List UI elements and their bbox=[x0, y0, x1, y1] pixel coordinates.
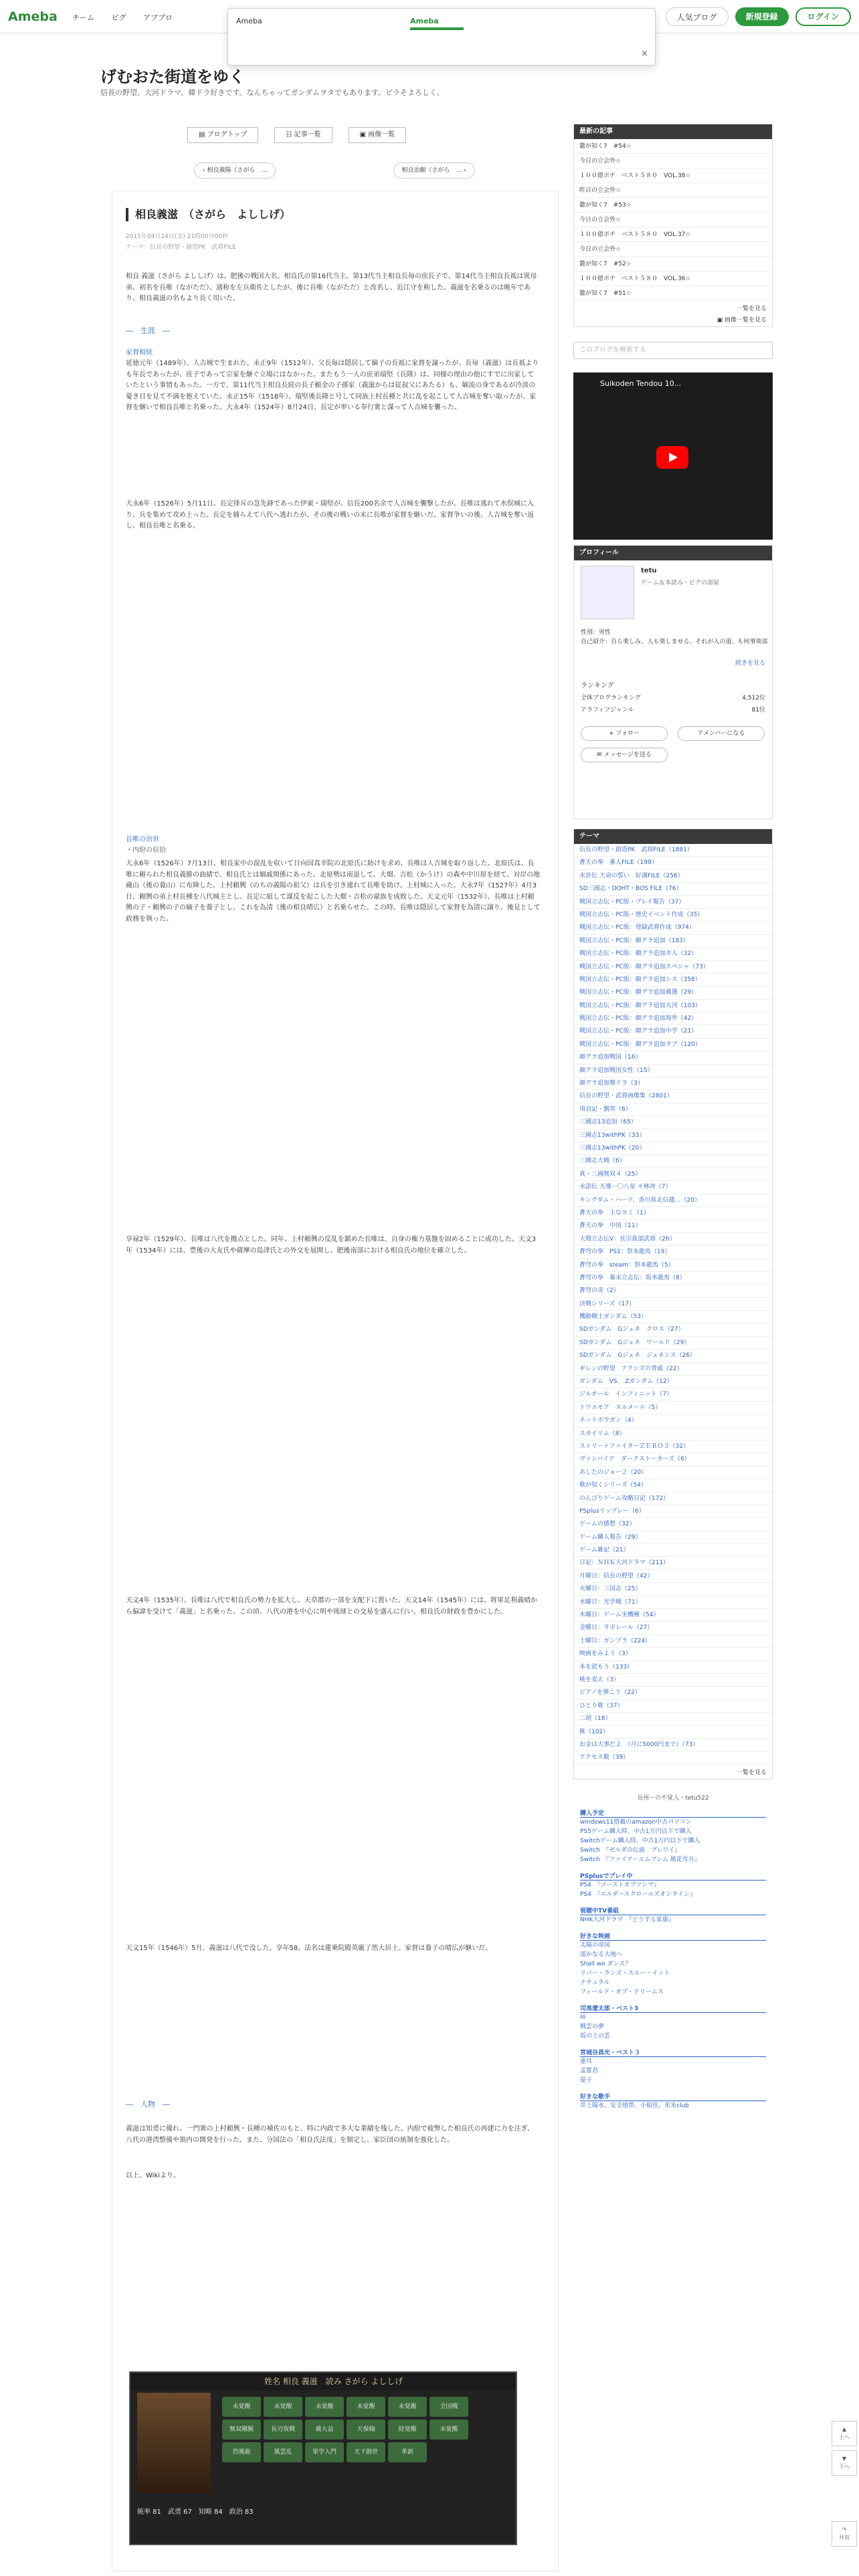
skill-cell: 烈風砲 bbox=[222, 2442, 261, 2462]
theme-link[interactable]: ジルオール インフィニット（7） bbox=[574, 1388, 772, 1401]
nav-item[interactable]: ピグ bbox=[111, 13, 126, 22]
theme-link[interactable]: 戦国立志伝・PC版：顔グラ追加大河（103） bbox=[574, 1000, 772, 1012]
recent-article-link[interactable]: 昨日の立会外☆ bbox=[574, 183, 772, 198]
skill-cell: 未覚醒 bbox=[264, 2397, 302, 2417]
article-paragraph: 享禄2年（1529年）、長唯は八代を拠点とした。同年、上村頼興の反乱を鎮めた長唯は、自身の権力基盤を固めることに成功した。天文3年（1534年）には、豊後の大友氏や薩摩の島津氏との外交を展開し、肥後南部における相良氏の地位を確立した。 bbox=[126, 1236, 537, 1255]
ad-item[interactable]: windows11搭載のamazon中古パソコン bbox=[580, 1818, 692, 1826]
article bbox=[112, 191, 559, 2571]
character-card-image bbox=[129, 2371, 517, 2545]
ad-title: 長州ーの不覚人・tetu522 bbox=[637, 1794, 709, 1802]
recent-article-link[interactable]: １００億ポチ ベスト５８０ VOL.38☆ bbox=[574, 169, 772, 183]
recent-article-link[interactable]: 籠が知く7 #53☆ bbox=[574, 198, 772, 213]
search-input[interactable]: このブログを検索する bbox=[573, 342, 773, 359]
theme-link[interactable]: 三國志大戦（6） bbox=[574, 1155, 772, 1168]
message-button[interactable]: ✉ メッセージを送る bbox=[581, 748, 668, 762]
profile-text: 自己紹介：自ら楽しみ、人も楽しませる。それが人の道。も何事楽部 bbox=[581, 639, 768, 645]
skill-cell: 無双剛腕 bbox=[222, 2420, 261, 2440]
recent-article-link[interactable]: 今日の立会外☆ bbox=[574, 154, 772, 169]
skill-cell: 風雲乱 bbox=[264, 2442, 302, 2462]
recent-article-link[interactable]: 籠が知く7 #51☆ bbox=[574, 286, 772, 301]
skill-cell: 未覚醒 bbox=[430, 2420, 468, 2440]
play-icon[interactable] bbox=[656, 446, 688, 469]
theme-link[interactable]: 戦国立志伝・PC版：顔グラ追加タブ（120） bbox=[574, 1039, 772, 1051]
recent-articles-heading: 最新の記事 bbox=[574, 124, 772, 139]
theme-link[interactable]: PSplusリップレー（6） bbox=[574, 1505, 772, 1518]
ranking-label: アラフィフジャンル bbox=[581, 707, 634, 714]
ad-item[interactable]: ナチュラル bbox=[580, 1979, 610, 1986]
article-list-button[interactable]: ☷ 記事一覧 bbox=[274, 127, 332, 143]
blog-nav-buttons bbox=[187, 127, 422, 143]
skill-cell: 長刃夜戦 bbox=[264, 2420, 302, 2440]
recent-article-link[interactable]: 籠が知く7 #52☆ bbox=[574, 257, 772, 272]
theme-link[interactable]: 戦国立志伝・PC版・プレイ報告（37） bbox=[574, 896, 772, 909]
ad-item[interactable]: 重耳 bbox=[580, 2058, 593, 2065]
ad-item[interactable]: 井上陽水、安全地帯、小椋佳、米米club bbox=[580, 2102, 689, 2109]
popular-blog-button[interactable]: 人気ブログ bbox=[666, 7, 729, 26]
video-title[interactable]: Suikoden Tendou 10... bbox=[600, 379, 682, 388]
profile-sex: 性別：男性 bbox=[581, 629, 611, 636]
dropdown-panel bbox=[227, 8, 656, 66]
theme-more-link[interactable]: 一覧を見る bbox=[736, 1769, 767, 1776]
theme-link[interactable]: 火曜日：三国志（25） bbox=[574, 1583, 772, 1596]
recent-article-link[interactable]: １００億ポチ ベスト５８０ VOL.36☆ bbox=[574, 272, 772, 286]
signup-button[interactable]: 新規登録 bbox=[735, 7, 789, 26]
theme-link[interactable]: 機動戦士ガンダム（53） bbox=[574, 1311, 772, 1323]
blog-top-button[interactable]: ▤ ブログトップ bbox=[187, 127, 258, 143]
profile-name[interactable]: tetu bbox=[641, 567, 657, 574]
profile-heading: プロフィール bbox=[574, 546, 772, 560]
theme-link[interactable]: 顔グラ追加戦国女性（15） bbox=[574, 1065, 772, 1077]
theme-link[interactable]: あしたのジョー２（20） bbox=[574, 1467, 772, 1479]
theme-link[interactable]: ピアノを弾こう（22） bbox=[574, 1687, 772, 1699]
recent-article-link[interactable]: 今日の立会外☆ bbox=[574, 242, 772, 257]
theme-link[interactable]: のんびりゲーム攻略日記（172） bbox=[574, 1493, 772, 1505]
theme-link[interactable]: ひとり歌（37） bbox=[574, 1700, 772, 1713]
ad-item[interactable]: 峠 bbox=[580, 2014, 587, 2021]
skill-cell: 天下創世 bbox=[347, 2442, 385, 2462]
nav-item[interactable]: チーム bbox=[72, 13, 94, 22]
ad-item[interactable]: 坂の上の雲 bbox=[580, 2032, 611, 2040]
ad-item[interactable]: Switch 『ゼルダの伝説 ブレワイ』 bbox=[580, 1846, 681, 1854]
theme-link[interactable]: SDガンダム Gジェネ ジェネシス（26） bbox=[574, 1350, 772, 1362]
scroll-down-button[interactable]: ▼ 下へ bbox=[832, 2450, 857, 2476]
active-indicator bbox=[410, 27, 464, 30]
ad-item[interactable]: 晏子 bbox=[580, 2076, 593, 2084]
theme-link[interactable]: アクセス数（39） bbox=[574, 1751, 772, 1764]
article-paragraph: 大永6年（1526年）7月13日、相良家中の混乱を収いて日向国真幸院の北原氏に助けを求め、長唯は人吉城を取り返した。北原氏は、長唯に頼られた相良義勝の曲緒で、相良氏とは姻戚関係にあった。北原勢は南退して、大畑、吉松（かうけ）の森や中川原を経て、対岸の地蔵山（後の蓑山）に布陣した。上村頼興（のちの義陽の祖父）は兵を引き連れて長唯を助け、上村城に入った。大永7年（1527年）4月3日、頼興の弟上村長種を八代城主とし、長定に組して謀反を起こした大畑・吉松の豪族を成敗した。天文元年（1532年）、長唯は上村頼興の子・頼興の子の嫡子を養子とし、これを為清（後の相良晴広）と名乗らせた。この時、長唯は隠居して家督を為清に譲り、後見として政務を執った。 bbox=[126, 860, 541, 923]
ad-item[interactable]: フィールド・オブ・ドリームス bbox=[580, 1988, 664, 1996]
article-pager bbox=[194, 163, 475, 180]
subsection-label: ・内紛の収拾 bbox=[126, 847, 166, 854]
portrait bbox=[137, 2393, 211, 2493]
ad-item[interactable]: PS4 『ゴーストオブツシマ』 bbox=[580, 1881, 660, 1889]
theme-link[interactable]: 株（102） bbox=[574, 1726, 772, 1739]
theme-link[interactable]: 三國志13withPK（33） bbox=[574, 1130, 772, 1142]
theme-link[interactable]: 大間立志伝V：長宗我部武将（26） bbox=[574, 1233, 772, 1246]
ranking-label: ランキング bbox=[581, 682, 614, 689]
theme-link[interactable]: 水滸伝 天導一〇八星 ＊林冲（7） bbox=[574, 1181, 772, 1194]
recent-more-link[interactable]: 一覧を見る bbox=[736, 306, 767, 312]
theme-link[interactable]: ゲーム購入報告（29） bbox=[574, 1531, 772, 1544]
theme-link[interactable]: 日記：ＮＨＫ大河ドラマ（211） bbox=[574, 1557, 772, 1570]
ad-item[interactable]: Switch 『ファイアーエムブレム 風花雪月』 bbox=[580, 1856, 700, 1863]
theme-link[interactable]: 戦国立志伝・PC版：顔グラ追加義選（29） bbox=[574, 986, 772, 999]
recent-article-link[interactable]: 籠が知く7 #54☆ bbox=[574, 139, 772, 154]
article-paragraph: 天文4年（1535年）、長唯は八代で相良氏の勢力を拡大し、天草郡の一部を支配下に置いた。天文14年（1545年）には、将軍足利義晴から偏諱を受けて「義滋」と名乗った。この頃、八代の港を中心に明や琉球との交易を盛んに行い、相良氏の財政を豊かにした。 bbox=[126, 1597, 537, 1616]
global-nav bbox=[72, 12, 187, 23]
sidebar bbox=[573, 124, 773, 2111]
skill-cell: 未覚醒 bbox=[222, 2397, 261, 2417]
theme-link[interactable]: 映画をみよう（3） bbox=[574, 1648, 772, 1660]
ad-item[interactable]: Switchゲーム購入時、中古1万円以下で購入 bbox=[580, 1837, 700, 1844]
theme-link[interactable]: 三國志13withPK（20） bbox=[574, 1142, 772, 1155]
recent-articles-box bbox=[573, 124, 773, 327]
skill-cell: 義大益 bbox=[305, 2420, 344, 2440]
theme-link[interactable]: 蒼穹の拳 PS1：祭本龍馬（19） bbox=[574, 1246, 772, 1259]
theme-link[interactable]: 蒼天の拳 番人FILE（199） bbox=[574, 857, 772, 869]
theme-link[interactable]: 水浒伝 天命の誓い 好漢FILE（256） bbox=[574, 870, 772, 883]
article-paragraph: 天文15年（1546年）5月、義滋は八代で没した。享年58。法名は蓮乗院殿英厳了然大居士。家督は養子の晴広が継いだ。 bbox=[126, 1945, 492, 1952]
ranking-value: 4,512位 bbox=[742, 695, 765, 702]
blog-title[interactable]: げむおた街道をゆく bbox=[100, 68, 245, 86]
ad-item[interactable]: NHK大河ドラマ 『どうする家康』 bbox=[580, 1916, 674, 1923]
theme-link[interactable]: 戦国立志伝・PC版：顔グラ追加海外（42） bbox=[574, 1012, 772, 1025]
theme-heading: テーマ bbox=[574, 829, 772, 844]
profile-more-link[interactable]: 続きを見る bbox=[735, 660, 765, 667]
theme-link[interactable]: 蒼穹の拳 steam：祭本龍馬（5） bbox=[574, 1259, 772, 1272]
ad-section-heading: 司馬遼太郎・ベスト3 bbox=[580, 2004, 766, 2013]
skill-cell: 軍学入門 bbox=[305, 2442, 344, 2462]
theme-link[interactable]: 歌が知くシリーズ（54） bbox=[574, 1479, 772, 1492]
theme-link[interactable]: ストリートファイターＺＥＲＯ３（32） bbox=[574, 1440, 772, 1453]
login-button[interactable]: ログイン bbox=[795, 7, 851, 26]
theme-link[interactable]: 蒼穹の炎（2） bbox=[574, 1285, 772, 1297]
theme-link[interactable]: 戦国立志伝・PC版：顔グラ追加シス（358） bbox=[574, 974, 772, 986]
profile-sub: ゲーム＆本読み・ピグの部屋 bbox=[641, 580, 720, 586]
theme-link[interactable]: 木曜日：ゲーム実機種（54） bbox=[574, 1609, 772, 1622]
ad-item[interactable]: リバー・ランズ・スルー・イット bbox=[580, 1969, 670, 1977]
amember-button[interactable]: アメンバーになる bbox=[678, 726, 765, 741]
ad-section-heading: 購入予定 bbox=[580, 1808, 766, 1818]
theme-box bbox=[573, 829, 773, 1780]
subsection-heading: 長唯の治世 bbox=[126, 836, 159, 843]
ad-item[interactable]: 戦雲の夢 bbox=[580, 2023, 605, 2030]
theme-link[interactable]: ガンダム VS. Zガンダム（12） bbox=[574, 1376, 772, 1388]
theme-link[interactable]: 水曜日：光学戦（71） bbox=[574, 1596, 772, 1609]
recent-article-link[interactable]: １００億ポチ ベスト５８０ VOL.37☆ bbox=[574, 227, 772, 242]
ad-item[interactable]: 太陽の帝国 bbox=[580, 1941, 611, 1949]
next-article-button[interactable]: 相良治頼（さがら … › bbox=[393, 163, 475, 179]
theme-link[interactable]: 真・三國無双４（25） bbox=[574, 1168, 772, 1181]
dropdown-label[interactable]: Ameba bbox=[236, 17, 262, 25]
section-heading: ― 生涯 ― bbox=[126, 326, 170, 335]
image-list-link[interactable]: ▣ 画像一覧を見る bbox=[717, 317, 767, 324]
ranking-value: 81位 bbox=[751, 707, 765, 714]
theme-link[interactable]: SDガンダム Gジェネ ワールド（29） bbox=[574, 1337, 772, 1350]
skill-cell: 未覚醒 bbox=[347, 2397, 385, 2417]
card-stats: 統率 81 武勇 67 知略 84 政治 83 bbox=[137, 2508, 254, 2516]
ad-section-heading: 好きな映画 bbox=[580, 1931, 766, 1941]
theme-link[interactable]: SD三國志・DOHT・BOS FILE（76） bbox=[574, 883, 772, 895]
article-theme[interactable]: テーマ：信長の野望・創造PK 武将FILE bbox=[126, 244, 236, 251]
theme-link[interactable]: 本を読もう（133） bbox=[574, 1661, 772, 1674]
card-header: 姓名 相良 義滋 読み さがら よししげ bbox=[130, 2373, 516, 2390]
theme-link[interactable]: 顔グラ追加韓ドラ（3） bbox=[574, 1077, 772, 1090]
theme-link[interactable]: 金曜日：ラボレール（27） bbox=[574, 1622, 772, 1634]
skill-cell: 経覚醒 bbox=[388, 2420, 427, 2440]
theme-link[interactable]: 顔グラ追加戦国（16） bbox=[574, 1051, 772, 1064]
skill-cell: 未覚醒 bbox=[388, 2397, 427, 2417]
profile-box bbox=[573, 545, 773, 819]
ranking-label: 全体ブログランキング bbox=[581, 695, 641, 702]
theme-link[interactable]: 蒼穹の拳 幕末立志伝：坂本龍馬（8） bbox=[574, 1272, 772, 1285]
skill-cell: 全国戦 bbox=[430, 2397, 468, 2417]
ad-section-heading: 視聴中TV番組 bbox=[580, 1906, 766, 1915]
ad-item[interactable]: PS4 『エルダースクロールズオンライン』 bbox=[580, 1891, 696, 1898]
avatar[interactable] bbox=[581, 566, 634, 619]
theme-link[interactable]: ゲーム雑記（21） bbox=[574, 1544, 772, 1557]
image-list-button[interactable]: ▣ 画像一覧 bbox=[349, 127, 407, 143]
theme-link[interactable]: 蒼天の拳 中国（11） bbox=[574, 1220, 772, 1232]
video-embed[interactable] bbox=[573, 372, 773, 540]
theme-link[interactable]: 戦国立志伝・PC版：登録武将作成（974） bbox=[574, 922, 772, 934]
ad-section-heading: 好きな歌手 bbox=[580, 2092, 766, 2101]
theme-link[interactable]: ギレンの野望 アクシズの脅威（22） bbox=[574, 1363, 772, 1376]
theme-link[interactable]: キングダム・ハーツ、香川県北信越…（20） bbox=[574, 1194, 772, 1207]
ad-item[interactable]: 孟嘗君 bbox=[580, 2067, 599, 2074]
section-heading: ― 人物 ― bbox=[126, 2100, 170, 2109]
skill-cell: 革新 bbox=[388, 2442, 427, 2462]
theme-link[interactable]: 二胡（18） bbox=[574, 1713, 772, 1725]
theme-link[interactable]: 桃を変え（3） bbox=[574, 1674, 772, 1687]
ad-section-heading: PSplusでプレイ中 bbox=[580, 1871, 766, 1881]
theme-link[interactable]: ネットボウガン（4） bbox=[574, 1414, 772, 1427]
theme-link[interactable]: ヴァンパイア ダークストーカーズ（6） bbox=[574, 1453, 772, 1466]
article-paragraph: 大永6年（1526年）5月11日、長定排斥の急先鋒であった伊東・瑞堅が、信長200名余で人吉城を襲撃したが、長唯は逃れて水俣城に入り、兵を集めて攻め上った。長定を捕らえて八代へ逃れたが、その後の戦いの末に長唯が家督を継いだ。家督争いの後、人吉城を奪い返し、相良長唯と名乗る。 bbox=[126, 500, 534, 530]
skill-cell: 未覚醒 bbox=[305, 2397, 344, 2417]
theme-link[interactable]: 決戦シリーズ（17） bbox=[574, 1298, 772, 1311]
theme-link[interactable]: スカイリム（8） bbox=[574, 1428, 772, 1440]
dropdown-active-label[interactable]: Ameba bbox=[410, 17, 439, 25]
ad-section-heading: 宮城谷昌光・ベスト３ bbox=[580, 2048, 766, 2057]
prev-article-button[interactable]: ‹ 相良義陽（さがら … bbox=[194, 163, 276, 179]
ad-item[interactable]: PS5ゲーム購入時、中古1万円以下で購入 bbox=[580, 1828, 692, 1835]
scroll-up-button[interactable]: ▲ 上へ bbox=[832, 2421, 857, 2446]
ameba-logo[interactable]: Ameba bbox=[8, 9, 58, 24]
theme-link[interactable]: 信長の野望・武将画像集（2801） bbox=[574, 1090, 772, 1103]
theme-link[interactable]: 戦国立志伝・PC版：顔グラ追加スペシャ（73） bbox=[574, 961, 772, 974]
theme-link[interactable]: 土曜日：ガンプラ（224） bbox=[574, 1635, 772, 1648]
theme-link[interactable]: トワエモア スルメール（5） bbox=[574, 1402, 772, 1414]
theme-link[interactable]: 蒼天の拳 主なヨミ（1） bbox=[574, 1207, 772, 1220]
theme-link[interactable]: 三國志13追加（65） bbox=[574, 1116, 772, 1129]
article-paragraph: 義滋は知勇に優れ、一門衆の上村頼興・長種の補佐のもと、特に内政で多大な業績を残した。内紛で疲弊した相良氏の再建に力を注ぎ、八代の港湾整備や領内の開発を行った。また、分国法の「相良氏法度」を制定し、家臣団の統制を強化した。 bbox=[126, 2125, 535, 2144]
theme-link[interactable]: 信長の野望・創造PK 武将FILE（1881） bbox=[574, 844, 772, 857]
theme-link[interactable]: お金は大事だよ （月に5000円まで）（73） bbox=[574, 1739, 772, 1751]
share-button[interactable]: ↷ 共有 bbox=[832, 2521, 857, 2547]
close-icon[interactable]: × bbox=[641, 49, 648, 59]
follow-button[interactable]: + フォロー bbox=[581, 726, 668, 741]
blog-description: 信長の野望、大河ドラマ、韓ドラ好きです。なんちゃってガンダムヲタでもあります。ピラそよろしく。 bbox=[100, 88, 444, 97]
subsection-heading: 家督相続 bbox=[126, 349, 153, 356]
theme-link[interactable]: 戦国立志伝・PC版：顔グラ追加ガ人（32） bbox=[574, 948, 772, 960]
theme-link[interactable]: 戦国立志伝・PC版・歴史イベント作成（35） bbox=[574, 909, 772, 922]
theme-link[interactable]: 項羽記・劉邦（6） bbox=[574, 1103, 772, 1116]
recent-article-link[interactable]: 今日の立会外☆ bbox=[574, 213, 772, 227]
nav-item[interactable]: アブプロ bbox=[143, 13, 173, 22]
ad-item[interactable]: Shall we ダンス？ bbox=[580, 1960, 632, 1967]
skill-cell: 天保翰 bbox=[347, 2420, 385, 2440]
theme-link[interactable]: 戦国立志伝・PC版：顔グラ追加中学（21） bbox=[574, 1025, 772, 1038]
theme-link[interactable]: ゲームの感想（32） bbox=[574, 1518, 772, 1531]
article-paragraph: 延徳元年（1489年）、人吉城で生まれた。永正9年（1512年）、父長毎は隠居して嫡子の長祗に家督を譲ったが、長毎（義滋）は長祗よりも年長であったが、庶子であって宗家を継ぐ立場にはなかった。またもう一人の庶弟瑞堅（長隆）は、同様の理由の他にすでに出家していたという事情もあった。一方で、第11代当主相良長続の長子頼金の子孫家（義滋からは従叔父にあたる）も、嫡流の身であるが冷淡の憂き目を見て不満を抱えていた。永正15年（1518年）、瑞堅後長隆と号して同族上村長種と共に乱を起こして人吉城を奪い取ったが、家督を継いで相良長唯と名乗った。大永4年（1524年）8月24日、長定が率いる奉行衆と謀って人吉城を襲った。 bbox=[126, 360, 539, 411]
theme-link[interactable]: SDガンダム Gジェネ クロス（27） bbox=[574, 1323, 772, 1336]
theme-link[interactable]: 月曜日：信長の野望（42） bbox=[574, 1570, 772, 1583]
ad-item[interactable]: 遥かなる大地へ bbox=[580, 1951, 623, 1958]
article-intro: 相良 義滋（さがら よししげ）は、肥後の戦国大名。相良氏の第16代当主。第13代当主相良長毎の庶長子で、第14代当主相良長祗は異母弟。初名を長唯（ながただ）、通称を左兵衛佐としたが、後に長唯（ながただ）と改名し、近江守を称した。義滋を名乗るのは晩年であり、相良義滋の名もより長く用いた。 bbox=[126, 273, 537, 302]
article-date: 2015年04月24日(金) 21時00分00秒 bbox=[126, 233, 229, 240]
theme-link[interactable]: 戦国立志伝・PC版：顔グラ追加（183） bbox=[574, 935, 772, 948]
skill-grid bbox=[221, 2395, 508, 2464]
article-title: 相良義滋 （さがら よししげ） bbox=[126, 208, 290, 221]
article-source: 以上、Wikiより。 bbox=[126, 2172, 181, 2179]
